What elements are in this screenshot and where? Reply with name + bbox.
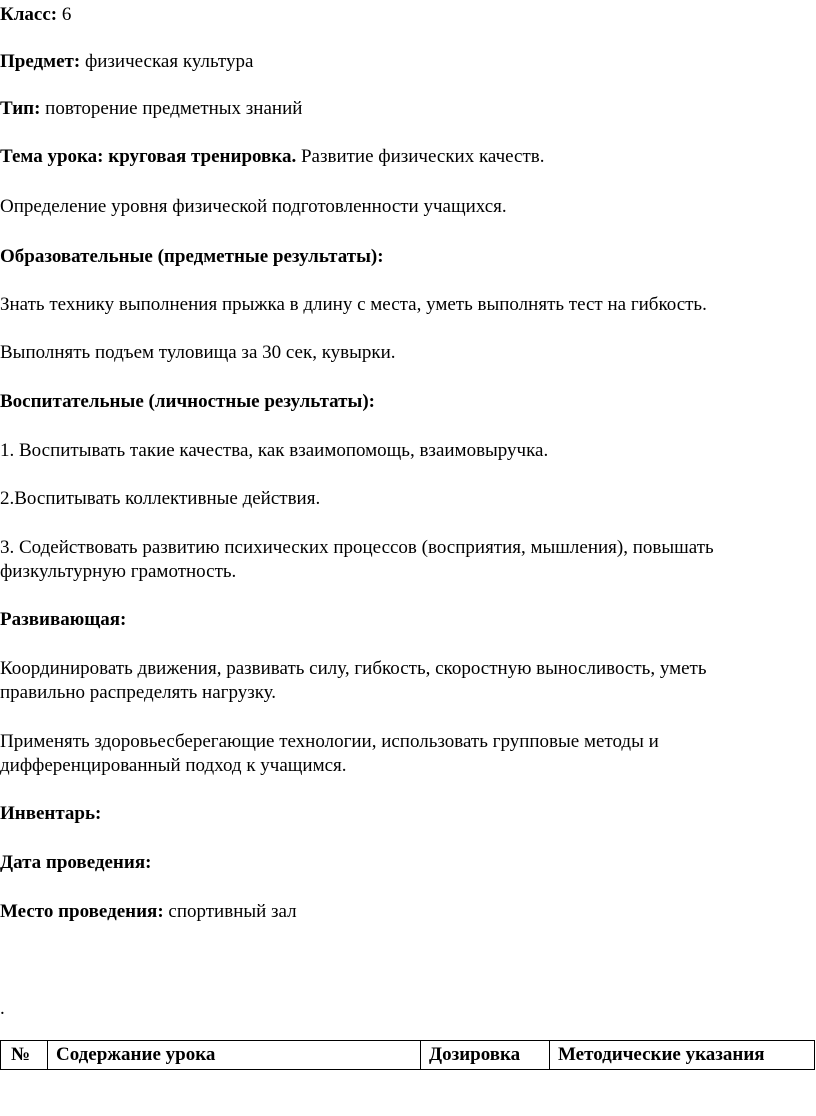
place-label: Место проведения: (0, 901, 164, 922)
developing-line-4: дифференцированный подход к учащимся. (0, 755, 347, 776)
table-header-row (1, 1041, 815, 1070)
dot-separator: . (0, 998, 5, 1019)
header-number: № (1, 1041, 48, 1070)
topic-continuation: Определение уровня физической подготовленности учащихся. (0, 196, 507, 217)
header-method-notes: Методические указания (550, 1041, 815, 1070)
date-label: Дата проведения: (0, 852, 152, 873)
upbringing-line-3: 3. Содействовать развитию психических процессов (восприятия, мышления), повышать (0, 537, 714, 558)
educational-line-2: Выполнять подъем туловища за 30 сек, кувырки. (0, 342, 396, 363)
class-row (0, 4, 816, 26)
class-value: 6 (61, 4, 72, 25)
developing-line-1: Координировать движения, развивать силу, гибкость, скоростную выносливость, уметь (0, 658, 707, 679)
upbringing-line-2: 2.Воспитывать коллективные действия. (0, 488, 321, 509)
upbringing-line-4: физкультурную грамотность. (0, 561, 237, 582)
subject-label: Предмет: (0, 51, 81, 72)
developing-line-3: Применять здоровьесберегающие технологии, использовать групповые методы и (0, 731, 659, 752)
educational-heading: Образовательные (предметные результаты): (0, 246, 384, 267)
upbringing-line-1: 1. Воспитывать такие качества, как взаимопомощь, взаимовыручка. (0, 440, 549, 461)
developing-line-2: правильно распределять нагрузку. (0, 682, 277, 703)
class-label: Класс: (0, 4, 58, 25)
place-value: спортивный зал (168, 901, 297, 922)
educational-line-1: Знать технику выполнения прыжка в длину с места, уметь выполнять тест на гибкость. (0, 294, 707, 315)
topic-value: Развитие физических качеств. (300, 146, 545, 167)
topic-row (0, 146, 816, 168)
type-label: Тип: (0, 98, 41, 119)
header-content: Содержание урока (48, 1041, 421, 1070)
header-dosage: Дозировка (421, 1041, 550, 1070)
upbringing-heading: Воспитательные (личностные результаты): (0, 391, 375, 412)
type-value: повторение предметных знаний (45, 98, 303, 119)
place-row (0, 901, 816, 923)
subject-value: физическая культура (84, 51, 254, 72)
developing-heading: Развивающая: (0, 609, 127, 630)
subject-row (0, 51, 816, 73)
topic-label: Тема урока: круговая тренировка. (0, 146, 297, 167)
lesson-table (0, 1040, 815, 1070)
type-row (0, 98, 816, 120)
inventory-label: Инвентарь: (0, 803, 102, 824)
